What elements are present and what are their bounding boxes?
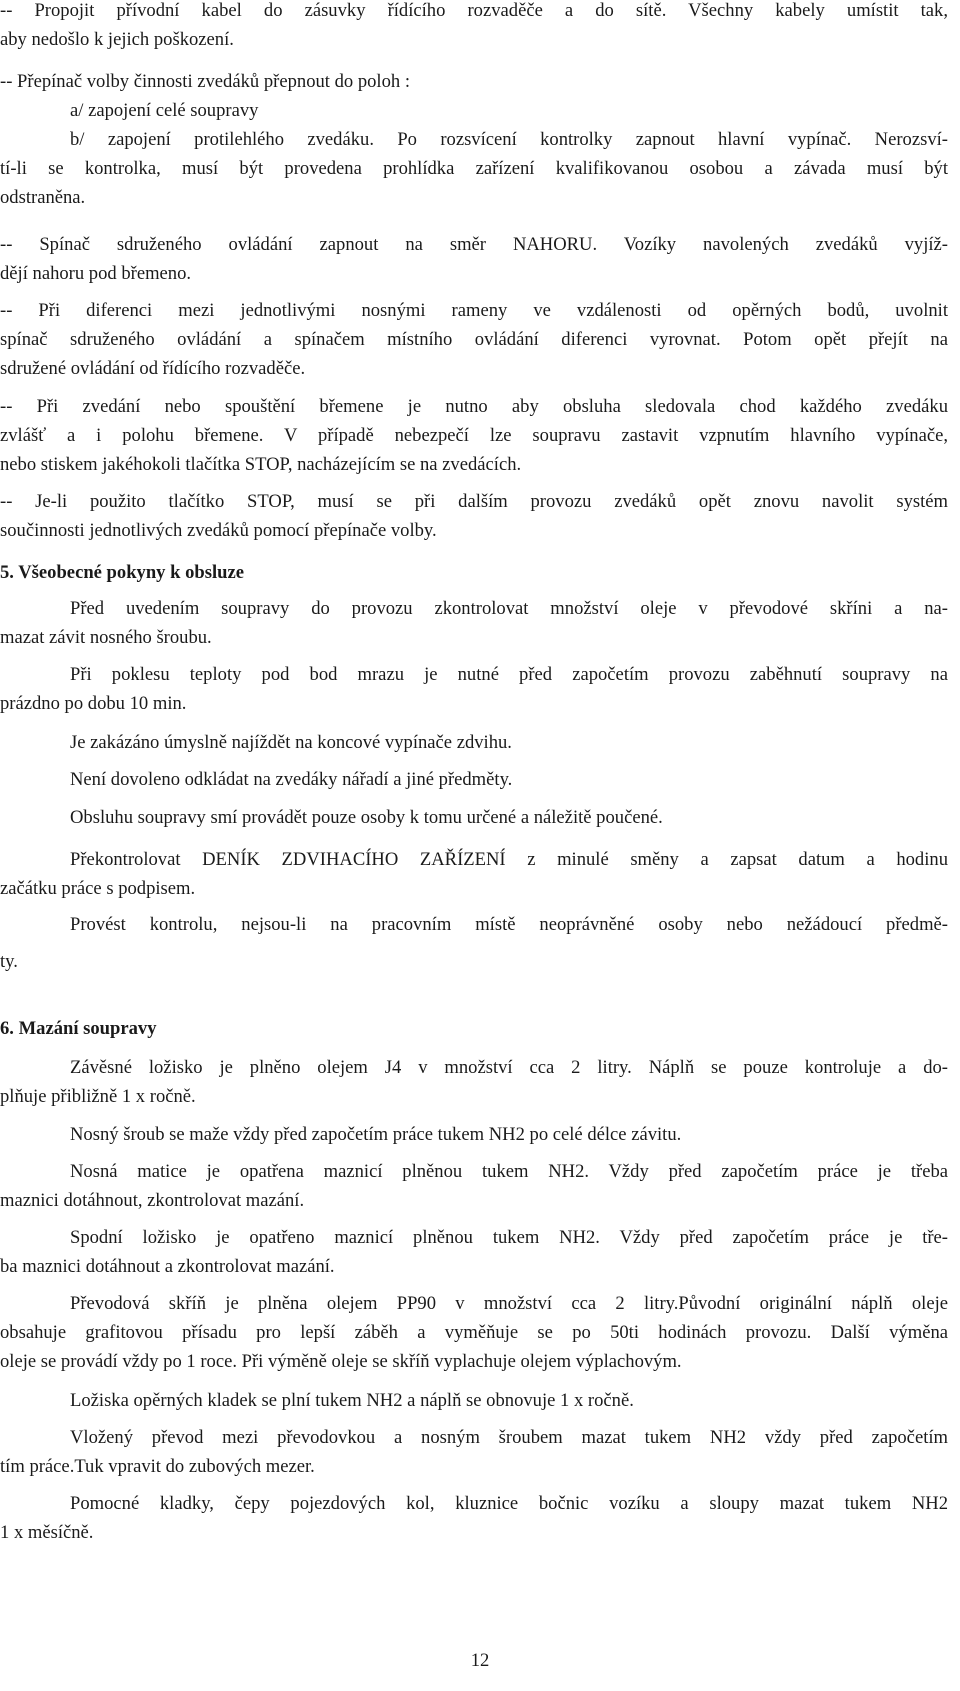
intro-paragraph-6: -- Je-li použito tlačítko STOP, musí se při dalším provozu zvedáků opět znovu navolit systém součinnosti jednotlivých zvedáků pomocí přepínače volby. — [0, 491, 948, 541]
section-5-paragraph-7: Provést kontrolu, nejsou-li na pracovním místě neoprávněné osoby nebo nežádoucí předmě- ty. — [0, 914, 948, 972]
section-5-paragraph-3: Je zakázáno úmyslně najíždět na koncové vypínače zdvihu. — [70, 732, 512, 753]
section-6-paragraph-5: Převodová skříň je plněna olejem PP90 v množství cca 2 litry.Původní originální náplň oleje obsahuje grafitovou přísadu pro lepší záběh a vyměňuje se po 50ti hodinách provozu. Další výměna oleje se provádí vždy po 1 roce. Při výměně oleje se skříň vyplachuje olejem výplachovým. — [0, 1293, 948, 1372]
intro-paragraph-5: -- Při zvedání nebo spouštění břemene je nutno aby obsluha sledovala chod každého zvedáku zvlášť a i polohu břemene. V případě nebezpečí lze soupravu zastavit vzpnutím hlavního vypínače, nebo stiskem jakéhokoli tlačítka STOP, nacházejícím se na zvedácích. — [0, 396, 948, 475]
intro-paragraph-3: -- Spínač sdruženého ovládání zapnout na směr NAHORU. Vozíky navolených zvedáků vyjíž- dějí nahoru pod břemeno. — [0, 234, 948, 284]
section-5-heading: 5. Všeobecné pokyny k obsluze — [0, 562, 244, 583]
section-5-paragraph-1: Před uvedením soupravy do provozu zkontrolovat množství oleje v převodové skříni a na- mazat závit nosného šroubu. — [0, 598, 948, 648]
intro-paragraph-4: -- Při diferenci mezi jednotlivými nosnými rameny ve vzdálenosti od opěrných bodů, uvolnit spínač sdruženého ovládání a spínačem místního ovládání diferenci vyrovnat. Potom opět přejít na sdružené ovládání od řídícího rozvaděče. — [0, 300, 948, 379]
section-6-paragraph-7: Vložený převod mezi převodovkou a nosným šroubem mazat tukem NH2 vždy před započetím tím práce.Tuk vpravit do zubových mezer. — [0, 1427, 948, 1477]
intro-paragraph-1: -- Propojit přívodní kabel do zásuvky řídícího rozvaděče a do sítě. Všechny kabely umístit tak, aby nedošlo k jejich poškození. — [0, 0, 948, 50]
section-6-paragraph-6: Ložiska opěrných kladek se plní tukem NH2 a náplň se obnovuje 1 x ročně. — [70, 1390, 634, 1411]
section-6-paragraph-8: Pomocné kladky, čepy pojezdových kol, kluznice bočnic vozíku a sloupy mazat tukem NH2 1 x měsíčně. — [0, 1493, 948, 1543]
section-6-paragraph-4: Spodní ložisko je opatřeno maznicí plněnou tukem NH2. Vždy před započetím práce je tře- ba maznici dotáhnout a zkontrolovat mazání. — [0, 1227, 948, 1277]
section-6-paragraph-3: Nosná matice je opatřena maznicí plněnou tukem NH2. Vždy před započetím práce je třeba maznici dotáhnout, zkontrolovat mazání. — [0, 1161, 948, 1211]
section-6-heading: 6. Mazání soupravy — [0, 1018, 157, 1039]
section-5-paragraph-2: Při poklesu teploty pod bod mrazu je nutné před započetím provozu zaběhnutí soupravy na prázdno po dobu 10 min. — [0, 664, 948, 714]
section-6-paragraph-2: Nosný šroub se maže vždy před započetím práce tukem NH2 po celé délce závitu. — [70, 1124, 682, 1145]
section-5-paragraph-5: Obsluhu soupravy smí provádět pouze osoby k tomu určené a náležitě poučené. — [70, 807, 663, 828]
page-number: 12 — [470, 1650, 490, 1671]
intro-paragraph-2: -- Přepínač volby činnosti zvedáků přepnout do poloh : a/ zapojení celé soupravy b/ zapojení protilehlého zvedáku. Po rozsvícení kontrolky zapnout hlavní vypínač. Nerozsví- tí-li se kontrolka, musí být provedena prohlídka zařízení kvalifikovanou osobou a závada musí být odstraněna. — [0, 71, 948, 208]
section-5-paragraph-6: Překontrolovat DENÍK ZDVIHACÍHO ZAŘÍZENÍ z minulé směny a zapsat datum a hodinu začátku práce s podpisem. — [0, 849, 948, 899]
section-5-paragraph-4: Není dovoleno odkládat na zvedáky nářadí a jiné předměty. — [70, 769, 513, 790]
section-6-paragraph-1: Závěsné ložisko je plněno olejem J4 v množství cca 2 litry. Náplň se pouze kontroluje a do- plňuje přibližně 1 x ročně. — [0, 1057, 948, 1107]
